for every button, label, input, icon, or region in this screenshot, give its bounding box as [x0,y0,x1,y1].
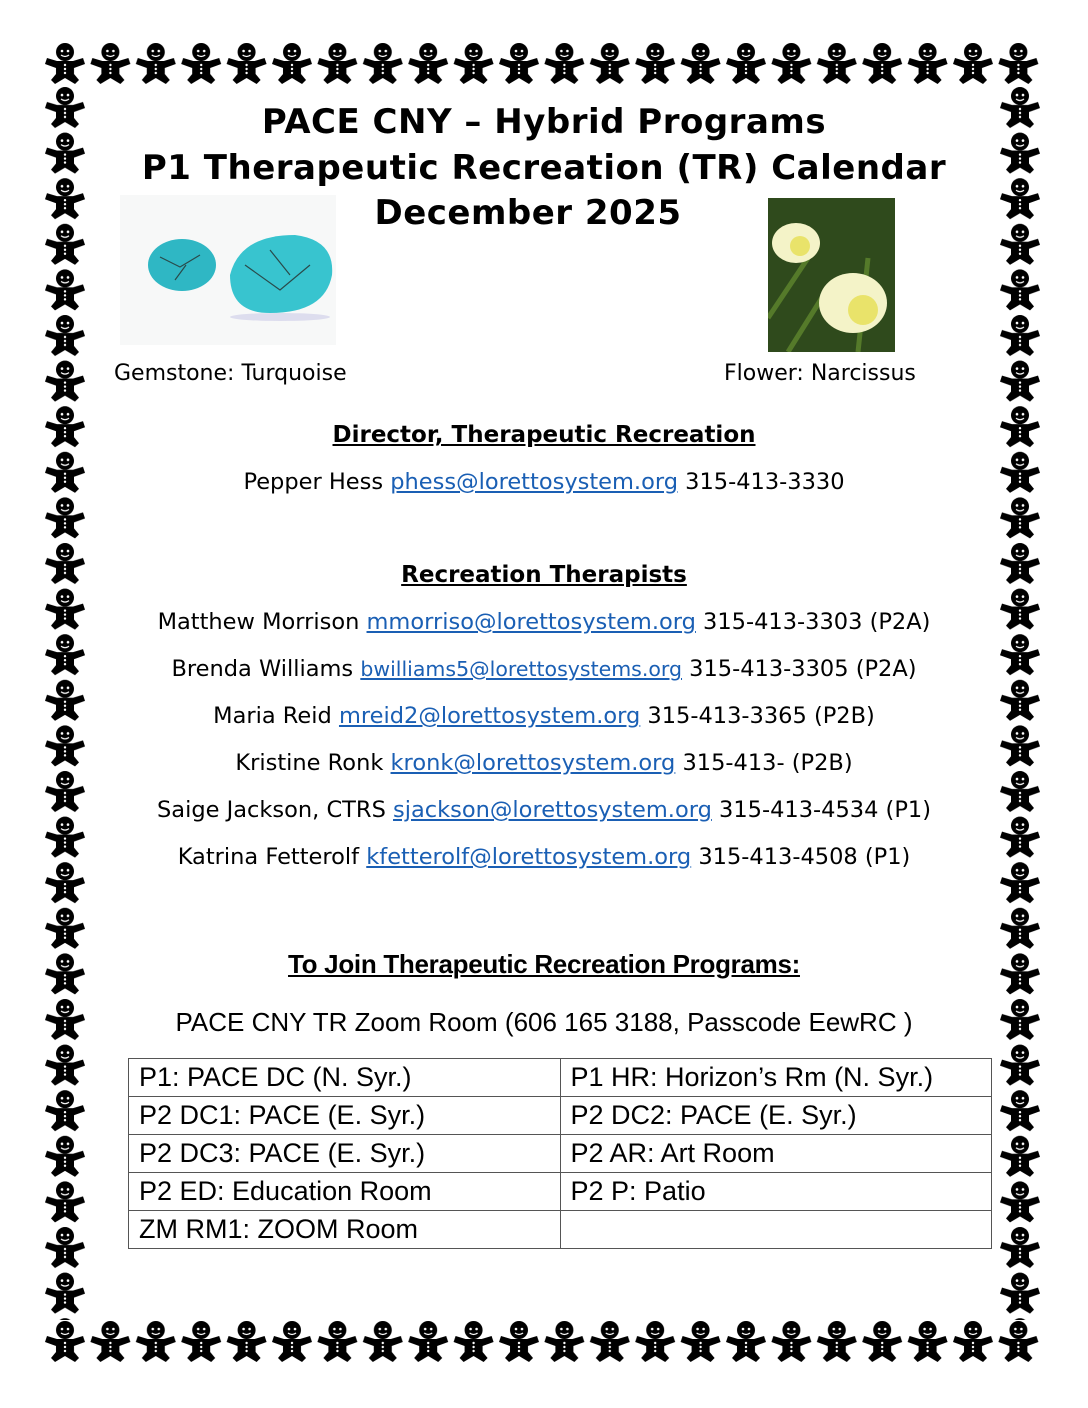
therapist-email-link[interactable]: sjackson@lorettosystem.org [393,797,712,823]
header-month: December 2025 [374,193,682,233]
therapist-phone: 315-413-3303 (P2A) [703,609,931,635]
location-row [129,1211,992,1249]
location-row [129,1059,992,1097]
location-cell: ZM RM1: ZOOM Room [129,1211,561,1249]
location-cell: P2 DC3: PACE (E. Syr.) [129,1135,561,1173]
director-heading: Director, Therapeutic Recreation [332,422,756,448]
location-row [129,1173,992,1211]
therapist-phone: 315-413- (P2B) [682,750,853,776]
therapist-name: Brenda Williams [171,656,354,682]
director-email-link[interactable]: phess@lorettosystem.org [390,469,678,495]
therapist-line [0,703,1088,729]
therapist-line [0,844,1088,870]
location-cell: P2 ED: Education Room [129,1173,561,1211]
therapist-email-link[interactable]: bwilliams5@lorettosystems.org [360,657,683,681]
location-cell: P2 DC1: PACE (E. Syr.) [129,1097,561,1135]
location-row [129,1097,992,1135]
therapist-line [0,797,1088,823]
therapist-phone: 315-413-3305 (P2A) [689,656,917,682]
therapist-name: Matthew Morrison [157,609,360,635]
therapist-phone: 315-413-4508 (P1) [698,844,911,870]
director-line [0,469,1088,495]
flower-caption: Flower: Narcissus [724,361,916,386]
location-row [129,1135,992,1173]
location-cell: P2 P: Patio [560,1173,992,1211]
location-cell: P1 HR: Horizon’s Rm (N. Syr.) [560,1059,992,1097]
header-line1: PACE CNY – Hybrid Programs [261,102,827,142]
therapist-line [0,750,1088,776]
locations-table [128,1058,992,1249]
header-line2: P1 Therapeutic Recreation (TR) Calendar [141,148,947,188]
location-cell: P2 DC2: PACE (E. Syr.) [560,1097,992,1135]
location-cell: P1: PACE DC (N. Syr.) [129,1059,561,1097]
therapist-phone: 315-413-4534 (P1) [719,797,931,823]
therapist-name: Katrina Fetterolf [177,844,360,870]
join-heading: To Join Therapeutic Recreation Programs: [288,949,800,979]
gemstone-caption: Gemstone: Turquoise [114,361,347,386]
therapist-line [0,609,1088,635]
director-phone: 315-413-3330 [685,469,845,495]
therapist-email-link[interactable]: kronk@lorettosystem.org [390,750,676,776]
therapists-heading: Recreation Therapists [401,562,687,588]
location-cell [560,1211,992,1249]
therapist-phone: 315-413-3365 (P2B) [647,703,875,729]
turquoise-stones-image [120,195,336,345]
therapist-name: Saige Jackson, CTRS [157,797,386,823]
therapist-name: Maria Reid [213,703,332,729]
location-cell: P2 AR: Art Room [560,1135,992,1173]
therapist-name: Kristine Ronk [235,750,384,776]
therapist-email-link[interactable]: mreid2@lorettosystem.org [338,703,641,729]
therapist-email-link[interactable]: mmorriso@lorettosystem.org [366,609,696,635]
therapist-line [0,656,1088,682]
therapist-email-link[interactable]: kfetterolf@lorettosystem.org [366,844,692,870]
zoom-room-info: PACE CNY TR Zoom Room (606 165 3188, Passcode EewRC ) [175,1007,913,1037]
director-name: Pepper Hess [243,469,384,495]
narcissus-flower-image [768,198,895,352]
